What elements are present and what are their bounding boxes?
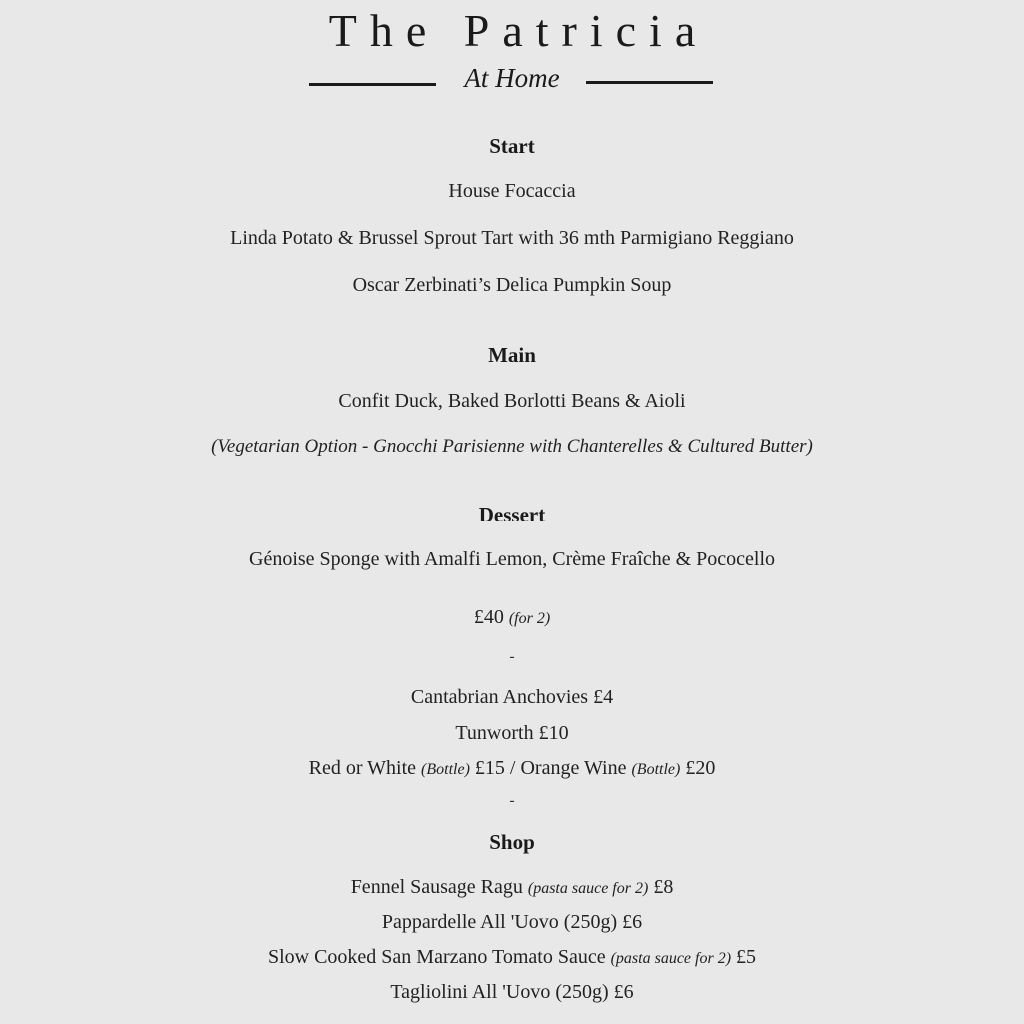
menu-item: Oscar Zerbinati’s Delica Pumpkin Soup — [352, 274, 672, 296]
set-price — [0, 606, 1024, 629]
extra-item-anchovies: Cantabrian Anchovies £4 — [410, 686, 614, 708]
shop-item: Pappardelle All 'Uovo (250g) £6 — [381, 911, 643, 933]
restaurant-title: The Patricia — [328, 5, 709, 56]
title-rule-right — [586, 81, 713, 84]
menu-item: Linda Potato & Brussel Sprout Tart with 36 mth Parmigiano Reggiano — [230, 227, 794, 249]
extra-item-wine: Red or White (Bottle) £15 / Orange Wine (Bottle) £20 — [308, 757, 716, 779]
section-heading-main: Main — [488, 343, 536, 367]
vegetarian-option-note: (Vegetarian Option - Gnocchi Parisienne with Chanterelles & Cultured Butter) — [211, 436, 813, 457]
restaurant-subtitle: At Home — [464, 63, 560, 93]
separator: - — [509, 792, 515, 809]
section-heading-dessert: Dessert — [478, 503, 546, 521]
shop-item: Tagliolini All 'Uovo (250g) £6 — [390, 981, 634, 1003]
shop-item: Fennel Sausage Ragu (pasta sauce for 2) £8 — [350, 876, 674, 898]
menu-item: Génoise Sponge with Amalfi Lemon, Crème Fraîche & Pococello — [249, 548, 775, 570]
shop-item: Slow Cooked San Marzano Tomato Sauce (pasta sauce for 2) £5 — [267, 946, 757, 968]
menu-item: Confit Duck, Baked Borlotti Beans & Aioli — [338, 390, 686, 412]
menu-item: House Focaccia — [448, 180, 576, 202]
section-heading-shop: Shop — [489, 830, 535, 854]
extra-item-cheese: Tunworth £10 — [455, 722, 569, 744]
separator: - — [509, 648, 515, 665]
section-heading-start: Start — [489, 134, 535, 158]
set-price-note: (for 2) — [508, 610, 551, 627]
set-price-value: £40 — [473, 606, 504, 628]
